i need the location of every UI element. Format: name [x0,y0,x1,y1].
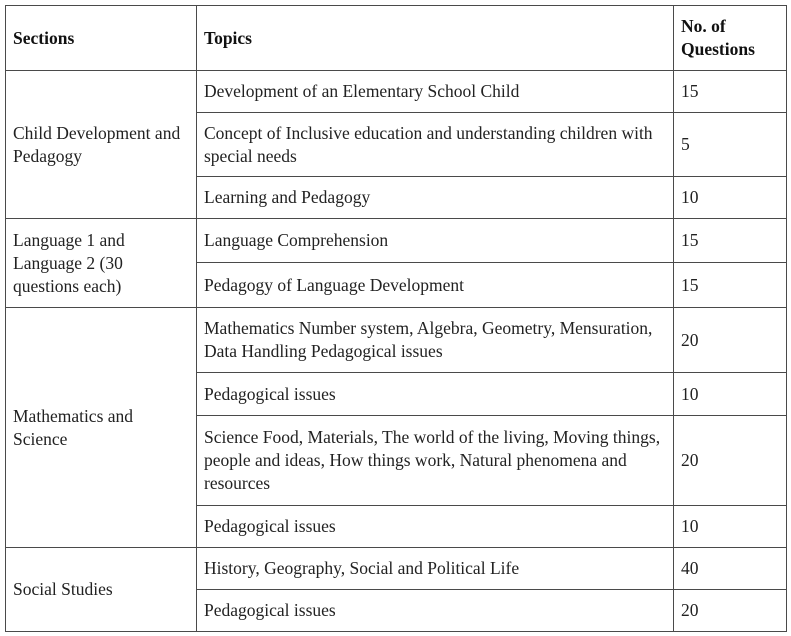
section-cell: Language 1 and Language 2 (30 questions each) [6,219,197,308]
question-count-cell: 10 [674,177,787,219]
section-cell: Child Development and Pedagogy [6,71,197,219]
question-count-cell: 15 [674,219,787,263]
question-count-cell: 10 [674,506,787,548]
table-row [6,308,787,373]
header-topics: Topics [197,6,674,71]
table-row [6,219,787,263]
topic-cell: Language Comprehension [197,219,674,263]
section-cell: Social Studies [6,548,197,632]
header-no-of-questions: No. of Questions [674,6,787,71]
topic-cell: Concept of Inclusive education and understanding children with special needs [197,113,674,177]
question-distribution-table [5,5,787,632]
topic-cell: Pedagogical issues [197,590,674,632]
table-row [6,548,787,590]
question-count-cell: 20 [674,308,787,373]
question-count-cell: 15 [674,71,787,113]
question-count-cell: 40 [674,548,787,590]
header-row [6,6,787,71]
topic-cell: Pedagogical issues [197,373,674,416]
question-count-cell: 15 [674,263,787,308]
question-count-cell: 10 [674,373,787,416]
topic-cell: Pedagogy of Language Development [197,263,674,308]
topic-cell: Development of an Elementary School Child [197,71,674,113]
question-count-cell: 5 [674,113,787,177]
question-count-cell: 20 [674,416,787,506]
question-count-cell: 20 [674,590,787,632]
section-cell: Mathematics and Science [6,308,197,548]
topic-cell: Learning and Pedagogy [197,177,674,219]
topic-cell: Science Food, Materials, The world of the living, Moving things, people and ideas, How things work, Natural phenomena and resources [197,416,674,506]
topic-cell: Mathematics Number system, Algebra, Geometry, Mensuration, Data Handling Pedagogical issues [197,308,674,373]
table-row [6,71,787,113]
header-sections: Sections [6,6,197,71]
topic-cell: Pedagogical issues [197,506,674,548]
topic-cell: History, Geography, Social and Political Life [197,548,674,590]
